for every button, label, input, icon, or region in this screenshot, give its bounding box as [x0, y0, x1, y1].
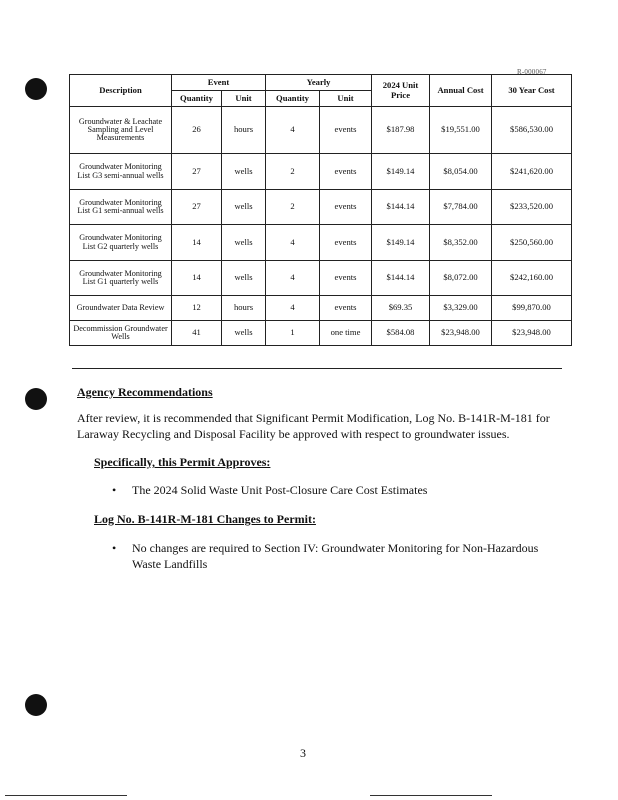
cell-annual-cost: $23,948.00: [430, 321, 492, 346]
table-row: [70, 154, 572, 190]
cell-description: Groundwater & Leachate Sampling and Level Measurements: [70, 107, 172, 154]
table-row: [70, 107, 572, 154]
header-yearly: Yearly: [266, 75, 372, 91]
cell-yearly-unit: events: [320, 296, 372, 321]
cell-yearly-quantity: 1: [266, 321, 320, 346]
header-event: Event: [172, 75, 266, 91]
approves-item-text: The 2024 Solid Waste Unit Post-Closure Care Cost Estimates: [132, 483, 428, 497]
list-item: [112, 540, 562, 572]
recommendation-paragraph: After review, it is recommended that Significant Permit Modification, Log No. B-141R-M-181 for Laraway Recycling and Disposal Facility be approved with respect to groundwater issues.: [77, 411, 550, 441]
cell-30-year-cost: $242,160.00: [492, 261, 572, 296]
section-divider: [72, 368, 562, 369]
header-30-year-cost: 30 Year Cost: [492, 75, 572, 107]
cell-event-quantity: 14: [172, 225, 222, 261]
cell-annual-cost: $7,784.00: [430, 190, 492, 225]
cell-description: Decommission Groundwater Wells: [70, 321, 172, 346]
cell-unit-price: $187.98: [372, 107, 430, 154]
cell-yearly-quantity: 4: [266, 261, 320, 296]
header-yearly-unit: Unit: [320, 91, 372, 107]
header-description: Description: [70, 75, 172, 107]
footer-line-left: [5, 795, 127, 796]
footer-line-right: [370, 795, 492, 796]
cell-yearly-quantity: 4: [266, 107, 320, 154]
cell-annual-cost: $8,054.00: [430, 154, 492, 190]
table-row: [70, 225, 572, 261]
bullet-icon: •: [112, 541, 117, 555]
binder-hole-top: [25, 78, 47, 100]
cell-event-quantity: 14: [172, 261, 222, 296]
cell-description: Groundwater Monitoring List G3 semi-annual wells: [70, 154, 172, 190]
cell-event-quantity: 41: [172, 321, 222, 346]
cell-30-year-cost: $23,948.00: [492, 321, 572, 346]
cost-table-body: [70, 107, 572, 346]
cell-unit-price: $584.08: [372, 321, 430, 346]
header-yearly-quantity: Quantity: [266, 91, 320, 107]
cell-yearly-unit: events: [320, 107, 372, 154]
cell-unit-price: $149.14: [372, 225, 430, 261]
cell-unit-price: $149.14: [372, 154, 430, 190]
cell-description: Groundwater Monitoring List G1 quarterly wells: [70, 261, 172, 296]
cell-yearly-quantity: 2: [266, 190, 320, 225]
cost-table: [69, 74, 572, 346]
cell-30-year-cost: $250,560.00: [492, 225, 572, 261]
cell-unit-price: $144.14: [372, 261, 430, 296]
cell-yearly-unit: events: [320, 225, 372, 261]
binder-hole-bottom: [25, 694, 47, 716]
cell-yearly-unit: events: [320, 261, 372, 296]
section-title: Agency Recommendations: [77, 385, 213, 399]
cell-unit-price: $144.14: [372, 190, 430, 225]
cell-yearly-quantity: 4: [266, 296, 320, 321]
cell-event-quantity: 27: [172, 154, 222, 190]
changes-heading: Log No. B-141R-M-181 Changes to Permit:: [94, 512, 316, 526]
binder-hole-middle: [25, 388, 47, 410]
table-row: [70, 261, 572, 296]
table-row: [70, 321, 572, 346]
bullet-icon: •: [112, 483, 117, 497]
approves-heading: Specifically, this Permit Approves:: [94, 455, 271, 469]
cell-30-year-cost: $99,870.00: [492, 296, 572, 321]
cell-unit-price: $69.35: [372, 296, 430, 321]
cell-event-quantity: 12: [172, 296, 222, 321]
cell-description: Groundwater Data Review: [70, 296, 172, 321]
cell-yearly-unit: events: [320, 154, 372, 190]
table-row: [70, 190, 572, 225]
cell-yearly-quantity: 4: [266, 225, 320, 261]
cell-annual-cost: $8,072.00: [430, 261, 492, 296]
header-event-unit: Unit: [222, 91, 266, 107]
cell-event-quantity: 27: [172, 190, 222, 225]
table-row: [70, 296, 572, 321]
cell-annual-cost: $8,352.00: [430, 225, 492, 261]
cell-event-unit: hours: [222, 296, 266, 321]
page-number: 3: [300, 746, 306, 760]
cell-event-unit: wells: [222, 154, 266, 190]
cell-30-year-cost: $241,620.00: [492, 154, 572, 190]
cell-event-unit: wells: [222, 225, 266, 261]
cell-yearly-quantity: 2: [266, 154, 320, 190]
cell-event-unit: wells: [222, 190, 266, 225]
header-annual-cost: Annual Cost: [430, 75, 492, 107]
cell-description: Groundwater Monitoring List G2 quarterly wells: [70, 225, 172, 261]
cell-description: Groundwater Monitoring List G1 semi-annual wells: [70, 190, 172, 225]
cell-yearly-unit: events: [320, 190, 372, 225]
cell-annual-cost: $3,329.00: [430, 296, 492, 321]
cell-event-unit: wells: [222, 321, 266, 346]
cell-event-unit: wells: [222, 261, 266, 296]
cell-event-quantity: 26: [172, 107, 222, 154]
header-event-quantity: Quantity: [172, 91, 222, 107]
header-unit-price: 2024 Unit Price: [372, 75, 430, 107]
cell-30-year-cost: $233,520.00: [492, 190, 572, 225]
cell-annual-cost: $19,551.00: [430, 107, 492, 154]
changes-item-text: No changes are required to Section IV: Groundwater Monitoring for Non-Hazardous Waste Landfills: [132, 541, 539, 571]
list-item: [112, 482, 562, 498]
cell-30-year-cost: $586,530.00: [492, 107, 572, 154]
cell-yearly-unit: one time: [320, 321, 372, 346]
cell-event-unit: hours: [222, 107, 266, 154]
document-id: R-000067: [517, 68, 547, 76]
